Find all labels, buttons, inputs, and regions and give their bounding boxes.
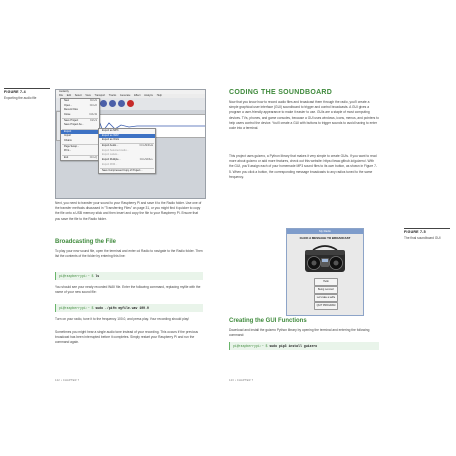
export-submenu: [98, 128, 156, 174]
file-menu-item-shortcut: Ctrl+N: [89, 99, 97, 102]
file-menu-item[interactable]: [61, 156, 99, 161]
code-prompt: pi@raspberrypi:~ $: [59, 306, 94, 310]
file-menu-item-label: Recent Files: [64, 108, 78, 112]
right-para-2: This project uses guizero, a Python library that makes it very simple to create GUIs. If you want to read more about guizero or add more features, check out this website: https://www.github.io/guizero/. With the GUI, you'll assign each of your homemade MP3 sound files to its own button, as shown in Figure 7-5. When you click a button, the corresponding message broadcasts to any radios tuned to the same frequency.: [229, 154, 378, 179]
file-menu-item-shortcut: Ctrl+S: [89, 118, 97, 122]
boombox-icon: [301, 242, 349, 274]
code-prompt: pi@raspberrypi:~ $: [59, 274, 94, 278]
file-menu-item-shortcut: Ctrl+O: [89, 103, 97, 107]
quit-program-button[interactable]: QUIT PROGRAM: [314, 302, 338, 310]
selfie-button[interactable]: Let's take a selfie: [314, 294, 338, 302]
pause-icon[interactable]: [100, 100, 107, 107]
menu-tracks[interactable]: Tracks: [108, 94, 117, 97]
file-menu-item[interactable]: [61, 123, 99, 128]
code-block-pifm: [55, 304, 203, 312]
file-menu-item-label: Save Project: [64, 118, 79, 122]
left-para-5: Sometimes you might hear a single audio tone instead of your recording. This occurs if the previous broadcast has been interrupted before it completes. Simply restart your Raspberry Pi and run the command again.: [55, 330, 199, 345]
figure-rule-right: [404, 228, 450, 229]
boombox-image: [301, 242, 349, 274]
menu-generate[interactable]: Generate: [119, 94, 131, 97]
right-para-1: Now that you know how to record audio files and broadcast them through the radio, you'll create a simple graphical user interface (GUI) soundboard to trigger and control broadcasts. A GUI gives a program a user-friendly appearance to make it easier to use. GUIs are a staple of most computing devices. TVs, phones, and game consoles, because a GUI uses windows, icons, menus, and pointers to help users control the device. You'll create a GUI with buttons to trigger sounds to avoid having to enter code into a terminal.: [229, 100, 379, 131]
gui-heading: CLICK A MESSAGE TO BROADCAST: [299, 236, 351, 240]
file-menu-item-label: Print...: [64, 149, 72, 153]
export-submenu-item-label: Export Labels...: [102, 153, 120, 157]
menu-help[interactable]: Help: [156, 94, 162, 97]
code-command: sudo pip3 install guizero: [269, 344, 318, 348]
export-submenu-item-label: Export as OGG: [102, 138, 120, 142]
file-menu-item-shortcut: Ctrl+Q: [89, 155, 97, 159]
export-submenu-item-label: Export Selected Audio...: [102, 148, 129, 152]
file-menu-item-label: Page Setup...: [64, 144, 80, 148]
file-menu-item-label: Close: [64, 112, 71, 116]
menu-transport[interactable]: Transport: [94, 94, 106, 97]
menu-edit[interactable]: Edit: [66, 94, 72, 97]
export-submenu-item-label: Export as MP3: [102, 129, 119, 132]
export-submenu-item-shortcut: Ctrl+Shift+L: [139, 158, 153, 162]
page-footer-left: 122 • CHAPTER 7: [55, 379, 80, 382]
file-menu-item-label: Save Project As...: [64, 123, 84, 127]
file-menu-item-label: New: [64, 99, 70, 102]
record-icon[interactable]: [127, 100, 134, 107]
figure-caption-right: The final soundboard GUI: [404, 236, 441, 240]
code-command: sudo ./pifm myfile.wav 100.0: [95, 306, 149, 310]
page-footer-right: 123 • CHAPTER 7: [229, 379, 254, 382]
menu-analyze[interactable]: Analyze: [144, 94, 154, 97]
window-titlebar: Audacity: [56, 90, 205, 94]
left-para-3: You should see your newly recorded WAV file. Enter the following command, replacing myfile with the name of your new sound file:: [55, 285, 201, 295]
soundboard-gui-screenshot: [286, 228, 364, 316]
left-para-1: Next, you need to transfer your sound to your Raspberry Pi and save it to the Radio folder. Use one of the transfer methods discussed in "Transferring Files" on page 31, or you might find it quicker to copy the file onto a USB memory stick and then insert and copy the file to your Raspberry Pi. Ensure that you save the file to the Radio folder.: [55, 201, 202, 221]
audacity-screenshot: [55, 89, 206, 199]
file-menu-item-label: Chains: [64, 138, 72, 142]
left-para-2: To play your new sound file, open the terminal and enter cd Radio to navigate to the Radio folder. Then list the contents of the folder by entering this line:: [55, 249, 203, 259]
file-menu-item[interactable]: [61, 149, 99, 154]
export-submenu-item-label: Save Compressed Copy of Project...: [102, 168, 143, 172]
menu-view[interactable]: View: [85, 94, 91, 97]
export-submenu-item-label: Export as WAV: [102, 133, 119, 137]
section-heading-gui-functions: Creating the GUI Functions: [229, 318, 307, 324]
menu-select[interactable]: Select: [74, 94, 82, 97]
file-menu-item-label: Exit: [64, 155, 69, 159]
menu-effect[interactable]: Effect: [134, 94, 141, 97]
menu-file[interactable]: File: [59, 94, 64, 97]
file-menu-item[interactable]: [61, 139, 99, 144]
stop-icon[interactable]: [118, 100, 125, 107]
file-menu: [60, 98, 100, 161]
code-command: ls: [95, 274, 100, 278]
export-submenu-item-label: Export Audio...: [102, 144, 119, 148]
code-prompt: pi@raspberrypi:~ $: [233, 344, 268, 348]
export-submenu-item-label: Export MIDI...: [102, 162, 118, 166]
export-submenu-item[interactable]: [99, 169, 155, 174]
file-menu-item[interactable]: [61, 113, 99, 118]
export-submenu-item[interactable]: [99, 138, 155, 143]
being-nervous-button[interactable]: Being nervous!: [314, 286, 338, 294]
left-para-4: Turn on your radio, tune it to the frequency 100.0, and press play. Your recording should play!: [55, 317, 190, 321]
file-menu-item-label: Import: [64, 134, 72, 138]
gui-titlebar: My Radio: [287, 229, 363, 234]
code-block-pip-install: [229, 342, 379, 350]
export-submenu-item-label: Export Multiple...: [102, 158, 121, 162]
play-icon[interactable]: [109, 100, 116, 107]
file-menu-item-label: Open...: [64, 103, 73, 107]
hello-button[interactable]: Hello: [314, 278, 338, 286]
export-submenu-item-shortcut: Ctrl+Shift+E: [139, 144, 153, 148]
export-submenu-item: [99, 163, 155, 168]
right-para-3: Download and install the guizero Python library by opening the terminal and entering the following command:: [229, 328, 370, 338]
file-menu-item-label: Export: [64, 129, 72, 133]
figure-rule-left: [4, 88, 50, 89]
code-block-ls: [55, 272, 203, 280]
figure-label-left: FIGURE 7-4: [4, 90, 26, 94]
section-heading-coding-soundboard: CODING THE SOUNDBOARD: [229, 89, 333, 96]
figure-caption-left: Exporting the audio file: [4, 96, 37, 100]
file-menu-item-shortcut: Ctrl+W: [89, 112, 97, 116]
figure-label-right: FIGURE 7-5: [404, 230, 426, 234]
section-heading-broadcasting: Broadcasting the File: [55, 239, 117, 245]
